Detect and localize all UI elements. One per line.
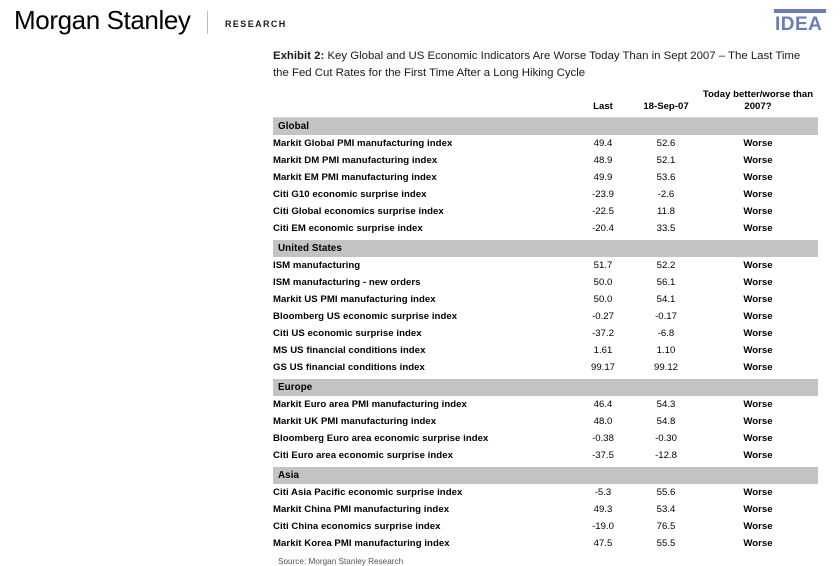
last-value-cell: -22.5	[592, 205, 614, 217]
indicator-name-cell: Markit China PMI manufacturing index	[273, 503, 450, 515]
last-value-cell: -37.2	[592, 327, 614, 339]
sep07-value-cell: -12.8	[655, 449, 677, 461]
last-value-cell: 48.9	[593, 154, 613, 166]
comparison-cell: Worse	[743, 449, 773, 461]
sep07-value-cell: 1.10	[656, 344, 676, 356]
research-label: RESEARCH	[225, 19, 287, 29]
indicator-name-cell: Citi US economic surprise index	[273, 327, 422, 339]
indicator-name-cell: Citi Asia Pacific economic surprise index	[273, 486, 463, 498]
indicator-name-cell: ISM manufacturing	[273, 259, 361, 271]
last-value-cell: 50.0	[593, 276, 613, 288]
comparison-cell: Worse	[743, 276, 773, 288]
table-row	[273, 359, 818, 376]
idea-logo-bar	[774, 9, 826, 13]
last-value-cell: 51.7	[593, 259, 613, 271]
table-section-label: United States	[273, 240, 818, 257]
sep07-value-cell: 76.5	[656, 520, 676, 532]
last-value-cell: 49.9	[593, 171, 613, 183]
last-value-cell: -0.38	[592, 432, 614, 444]
economic-indicators-table	[273, 89, 818, 552]
table-row	[273, 220, 818, 237]
last-value-cell: 1.61	[593, 344, 613, 356]
indicator-name-cell: Bloomberg Euro area economic surprise index	[273, 432, 489, 444]
indicator-name-cell: Markit Euro area PMI manufacturing index	[273, 398, 467, 410]
sep07-value-cell: -0.30	[655, 432, 677, 444]
last-value-cell: -20.4	[592, 222, 614, 234]
table-row	[273, 169, 818, 186]
indicator-name-cell: Markit US PMI manufacturing index	[273, 293, 436, 305]
sep07-value-cell: 55.6	[656, 486, 676, 498]
table-section-label: Asia	[273, 467, 818, 484]
table-section-label: Europe	[273, 379, 818, 396]
sep07-value-cell: 53.4	[656, 503, 676, 515]
last-value-cell: -37.5	[592, 449, 614, 461]
table-row	[273, 430, 818, 447]
sep07-value-cell: -0.17	[655, 310, 677, 322]
indicator-name-cell: MS US financial conditions index	[273, 344, 426, 356]
indicator-name-cell: Citi G10 economic surprise index	[273, 188, 427, 200]
sep07-value-cell: -6.8	[657, 327, 675, 339]
column-header-indicator	[273, 89, 572, 118]
last-value-cell: 46.4	[593, 398, 613, 410]
indicator-name-cell: Markit Korea PMI manufacturing index	[273, 537, 450, 549]
table-section-header	[273, 379, 818, 396]
comparison-cell: Worse	[743, 310, 773, 322]
exhibit-number: Exhibit 2:	[273, 50, 325, 62]
indicator-name-cell: Citi Euro area economic surprise index	[273, 449, 453, 461]
comparison-cell: Worse	[743, 361, 773, 373]
sep07-value-cell: 52.1	[656, 154, 676, 166]
last-value-cell: -19.0	[592, 520, 614, 532]
table-row	[273, 274, 818, 291]
exhibit-title	[273, 48, 818, 81]
indicator-name-cell: Citi EM economic surprise index	[273, 222, 423, 234]
exhibit-title-text: Key Global and US Economic Indicators Are Worse Today Than in Sept 2007 – The Last Time the Fed Cut Rates for the First Time After a Long Hiking Cycle	[273, 50, 801, 79]
table-section-header	[273, 240, 818, 257]
last-value-cell: -23.9	[592, 188, 614, 200]
table-row	[273, 535, 818, 552]
sep07-value-cell: 33.5	[656, 222, 676, 234]
table-row	[273, 396, 818, 413]
table-row	[273, 501, 818, 518]
table-row	[273, 342, 818, 359]
table-row	[273, 325, 818, 342]
comparison-cell: Worse	[743, 537, 773, 549]
comparison-cell: Worse	[743, 432, 773, 444]
sep07-value-cell: 54.8	[656, 415, 676, 427]
table-row	[273, 413, 818, 430]
sep07-value-cell: 99.12	[653, 361, 678, 373]
comparison-cell: Worse	[743, 398, 773, 410]
table-row	[273, 203, 818, 220]
last-value-cell: 49.3	[593, 503, 613, 515]
table-row	[273, 186, 818, 203]
last-value-cell: -0.27	[592, 310, 614, 322]
comparison-cell: Worse	[743, 293, 773, 305]
indicator-name-cell: Markit DM PMI manufacturing index	[273, 154, 438, 166]
sep07-value-cell: 11.8	[657, 205, 675, 217]
comparison-cell: Worse	[743, 415, 773, 427]
table-row	[273, 308, 818, 325]
sep07-value-cell: 54.3	[656, 398, 676, 410]
idea-logo	[772, 9, 828, 35]
table-header	[273, 89, 818, 118]
column-header-last: Last	[572, 89, 634, 118]
comparison-cell: Worse	[743, 344, 773, 356]
last-value-cell: 49.4	[593, 137, 613, 149]
comparison-cell: Worse	[743, 222, 773, 234]
sep07-value-cell: 56.1	[656, 276, 676, 288]
indicator-name-cell: GS US financial conditions index	[273, 361, 425, 373]
comparison-cell: Worse	[743, 486, 773, 498]
comparison-cell: Worse	[743, 205, 773, 217]
comparison-cell: Worse	[743, 154, 773, 166]
sep07-value-cell: -2.6	[657, 188, 675, 200]
comparison-cell: Worse	[743, 327, 773, 339]
comparison-cell: Worse	[743, 503, 773, 515]
sep07-value-cell: 52.6	[656, 137, 676, 149]
table-row	[273, 291, 818, 308]
sep07-value-cell: 55.5	[656, 537, 676, 549]
indicator-name-cell: Markit UK PMI manufacturing index	[273, 415, 437, 427]
indicator-name-cell: Citi Global economics surprise index	[273, 205, 444, 217]
last-value-cell: 50.0	[593, 293, 613, 305]
morgan-stanley-wordmark: Morgan Stanley	[14, 5, 191, 35]
source-note: Source: Morgan Stanley Research	[278, 557, 404, 566]
exhibit-container	[273, 48, 818, 566]
brand-header	[0, 0, 840, 44]
comparison-cell: Worse	[743, 171, 773, 183]
table-section-label: Global	[273, 118, 818, 136]
column-header-comparison: Today better/worse than 2007?	[698, 89, 818, 118]
table-row	[273, 484, 818, 501]
table-section-header	[273, 118, 818, 136]
table-row	[273, 518, 818, 535]
indicator-name-cell: Markit EM PMI manufacturing index	[273, 171, 437, 183]
table-section-header	[273, 467, 818, 484]
table-row	[273, 135, 818, 152]
sep07-value-cell: 54.1	[656, 293, 676, 305]
table-row	[273, 257, 818, 274]
last-value-cell: 99.17	[590, 361, 615, 373]
table-row	[273, 447, 818, 464]
table-row	[273, 152, 818, 169]
comparison-cell: Worse	[743, 520, 773, 532]
table-body	[273, 118, 818, 553]
comparison-cell: Worse	[743, 259, 773, 271]
indicator-name-cell: Citi China economics surprise index	[273, 520, 441, 532]
indicator-name-cell: Markit Global PMI manufacturing index	[273, 137, 453, 149]
column-header-sep07: 18-Sep-07	[634, 89, 698, 118]
idea-logo-text: IDEA	[775, 14, 823, 35]
sep07-value-cell: 52.2	[656, 259, 676, 271]
last-value-cell: 47.5	[593, 537, 613, 549]
sep07-value-cell: 53.6	[656, 171, 676, 183]
comparison-cell: Worse	[743, 188, 773, 200]
last-value-cell: 48.0	[593, 415, 613, 427]
indicator-name-cell: Bloomberg US economic surprise index	[273, 310, 458, 322]
last-value-cell: -5.3	[594, 486, 612, 498]
indicator-name-cell: ISM manufacturing - new orders	[273, 276, 421, 288]
header-divider	[207, 11, 208, 34]
comparison-cell: Worse	[743, 137, 773, 149]
